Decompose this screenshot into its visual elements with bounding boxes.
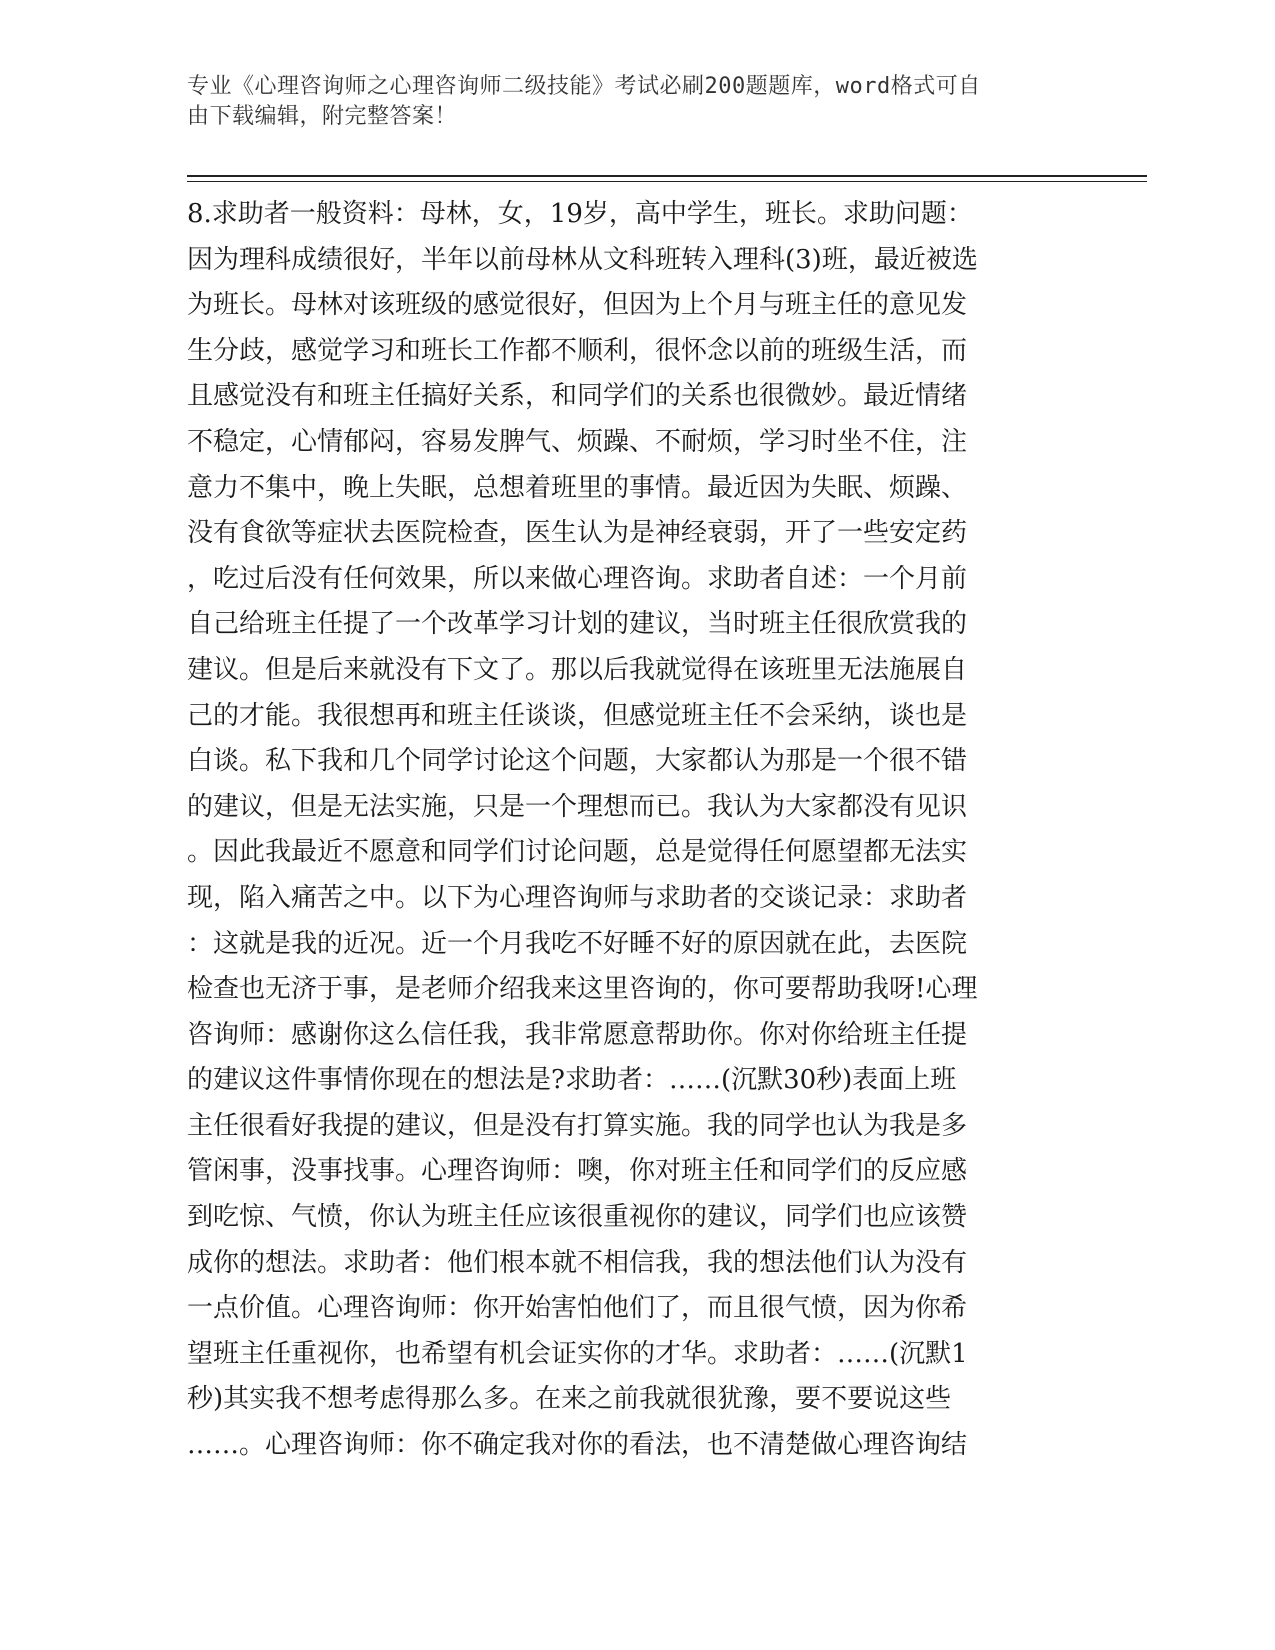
- body-line: ：这就是我的近况。近一个月我吃不好睡不好的原因就在此，去医院: [187, 928, 968, 959]
- body-line: 成你的想法。求助者：他们根本就不相信我，我的想法他们认为没有: [187, 1247, 968, 1278]
- body-line: 一点价值。心理咨询师：你开始害怕他们了，而且很气愤，因为你希: [187, 1293, 968, 1324]
- page-header: [187, 72, 1067, 132]
- body-line: 秒)其实我不想考虑得那么多。在来之前我就很犹豫，要不要说这些: [187, 1384, 952, 1415]
- body-line: 白谈。私下我和几个同学讨论这个问题，大家都认为那是一个很不错: [187, 746, 968, 777]
- body-line: 主任很看好我提的建议，但是没有打算实施。我的同学也认为我是多: [187, 1110, 968, 1141]
- header-line: 由下载编辑，附完整答案！: [187, 104, 458, 129]
- body-line: 的建议，但是无法实施，只是一个理想而已。我认为大家都没有见识: [187, 791, 968, 822]
- body-line: 己的才能。我很想再和班主任谈谈，但感觉班主任不会采纳，谈也是: [187, 700, 968, 731]
- body-line: 望班主任重视你，也希望有机会证实你的才华。求助者：……(沉默1: [187, 1338, 968, 1369]
- header-line: 专业《心理咨询师之心理咨询师二级技能》考试必刷200题题库，word格式可自: [187, 74, 981, 99]
- header-divider-thin: [187, 181, 1147, 182]
- body-line: 因为理科成绩很好，半年以前母林从文科班转入理科(3)班，最近被选: [187, 244, 978, 275]
- body-line: 自己给班主任提了一个改革学习计划的建议，当时班主任很欣赏我的: [187, 609, 968, 640]
- body-line: 咨询师：感谢你这么信任我，我非常愿意帮助你。你对你给班主任提: [187, 1019, 968, 1050]
- body-line: 不稳定，心情郁闷，容易发脾气、烦躁、不耐烦，学习时坐不住，注: [187, 426, 968, 457]
- body-line: 没有食欲等症状去医院检查，医生认为是神经衰弱，开了一些安定药: [187, 518, 968, 549]
- body-line: 管闲事，没事找事。心理咨询师：噢，你对班主任和同学们的反应感: [187, 1156, 968, 1187]
- body-line: 为班长。母林对该班级的感觉很好，但因为上个月与班主任的意见发: [187, 290, 968, 321]
- body-line: 检查也无济于事，是老师介绍我来这里咨询的，你可要帮助我呀!心理: [187, 974, 978, 1005]
- body-line: 8.求助者一般资料：母林，女，19岁，高中学生，班长。求助问题：: [187, 199, 973, 229]
- body-line: 现，陷入痛苦之中。以下为心理咨询师与求助者的交谈记录：求助者: [187, 882, 968, 913]
- body-line: ……。心理咨询师：你不确定我对你的看法，也不清楚做心理咨询结: [187, 1430, 968, 1461]
- body-line: 生分歧，感觉学习和班长工作都不顺利，很怀念以前的班级生活，而: [187, 335, 968, 366]
- body-line: ，吃过后没有任何效果，所以来做心理咨询。求助者自述：一个月前: [187, 563, 968, 594]
- body-line: 到吃惊、气愤，你认为班主任应该很重视你的建议，同学们也应该赞: [187, 1202, 968, 1233]
- header-divider-thick: [187, 175, 1147, 177]
- body-line: 的建议这件事情你现在的想法是?求助者：……(沉默30秒)表面上班: [187, 1065, 957, 1096]
- body-line: 且感觉没有和班主任搞好关系，和同学们的关系也很微妙。最近情绪: [187, 381, 968, 412]
- body-line: 意力不集中，晚上失眠，总想着班里的事情。最近因为失眠、烦躁、: [187, 472, 968, 503]
- question-body: [187, 192, 1087, 1469]
- body-line: 建议。但是后来就没有下文了。那以后我就觉得在该班里无法施展自: [187, 654, 968, 685]
- body-line: 。因此我最近不愿意和同学们讨论问题，总是觉得任何愿望都无法实: [187, 837, 968, 868]
